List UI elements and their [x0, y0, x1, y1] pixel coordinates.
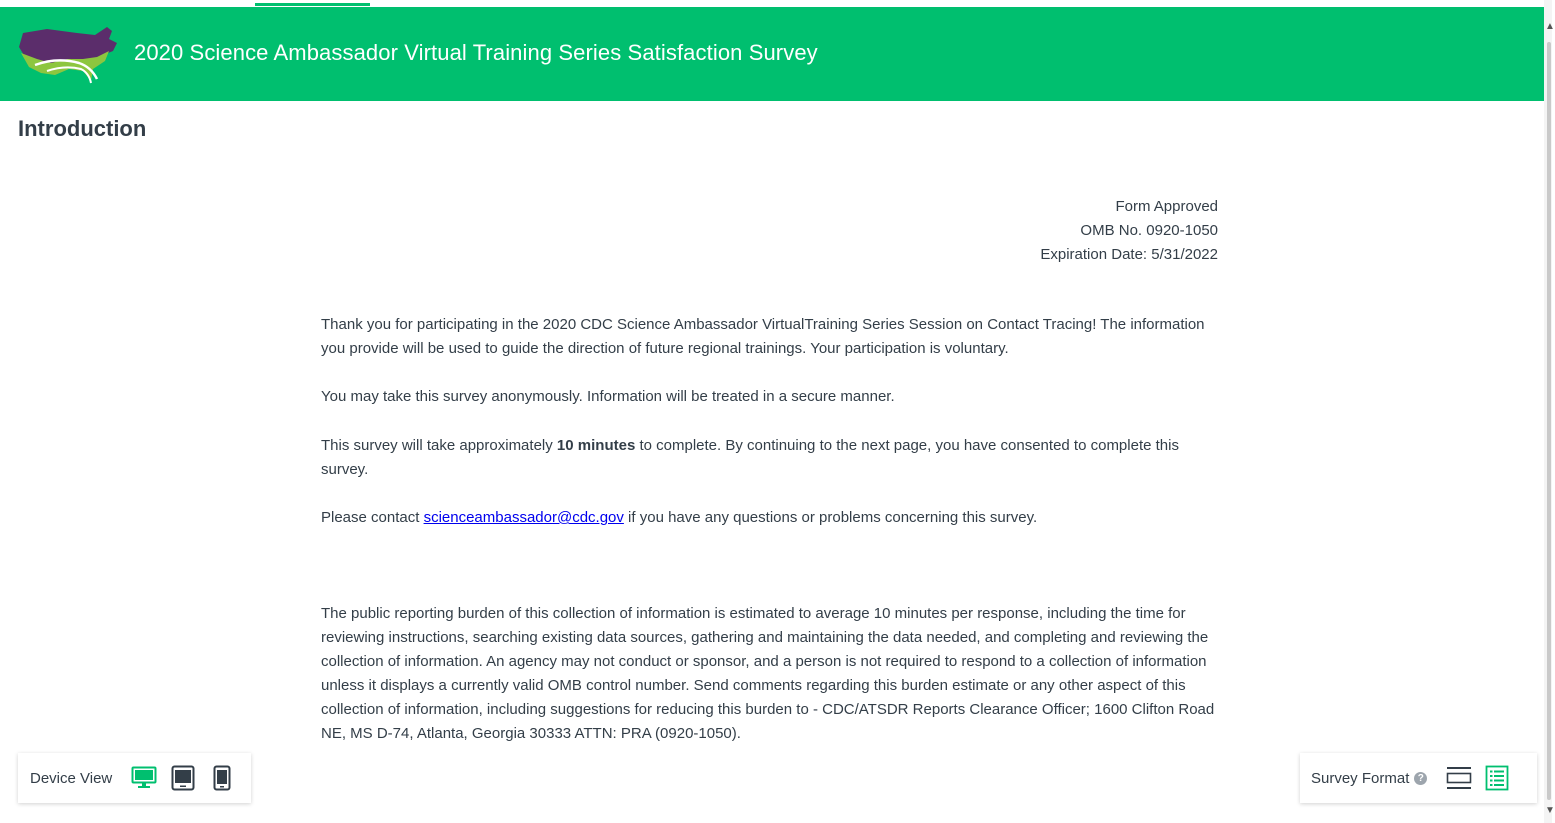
mobile-icon[interactable] — [208, 764, 236, 792]
duration-text-after: to complete. By continuing to the next page, you have consented to complete this survey. — [321, 437, 1179, 478]
one-question-at-a-time-icon[interactable] — [1446, 765, 1472, 791]
help-icon[interactable]: ? — [1414, 772, 1427, 785]
contact-text-after: if you have any questions or problems concerning this survey. — [623, 509, 1038, 526]
burden-statement-paragraph: The public reporting burden of this collection of information is estimated to average 10 minutes per response, including the time for reviewing instructions, searching existing data sources, gathering and maintaining the data needed, and completing and reviewing the collection of information. An agency may not conduct or sponsor, and a person is not required to respond to a collection of information unless it displays a currently valid OMB control number. Send comments regarding this burden estimate or any other aspect of this collection of information, including suggestions for reducing this burden to - CDC/ATSDR Reports Clearance Officer; 1600 Clifton Road NE, MS D-74, Atlanta, Georgia 30333 ATTN: PRA (0920-1050). — [321, 605, 1215, 742]
top-strip — [0, 0, 1544, 7]
survey-header — [0, 7, 1544, 101]
active-tab-indicator — [255, 3, 370, 6]
survey-title: 2020 Science Ambassador Virtual Training Series Satisfaction Survey — [134, 40, 818, 65]
survey-format-panel — [1300, 753, 1537, 803]
intro-paragraph-duration — [321, 434, 1221, 482]
expiration-date-text: Expiration Date: 5/31/2022 — [1040, 246, 1218, 263]
survey-format-label: Survey Format — [1311, 769, 1410, 787]
form-approved-text: Form Approved — [1115, 198, 1218, 215]
intro-paragraph-anonymous: You may take this survey anonymously. Information will be treated in a secure manner. — [321, 388, 895, 405]
duration-text-before: This survey will take approximately — [321, 437, 557, 454]
usa-map-logo-icon — [17, 23, 119, 87]
omb-number-text: OMB No. 0920-1050 — [1080, 222, 1218, 239]
scrollbar-thumb[interactable] — [1547, 42, 1551, 800]
intro-paragraph-thanks: Thank you for participating in the 2020 CDC Science Ambassador VirtualTraining Series Session on Contact Tracing! The information you provide will be used to guide the direction of future regional trainings. Your participation is voluntary. — [321, 316, 1205, 357]
tablet-icon[interactable] — [169, 764, 197, 792]
contact-email-link[interactable]: scienceambassador@cdc.gov — [423, 509, 624, 526]
device-view-label: Device View — [30, 769, 113, 787]
scroll-down-arrow-icon[interactable]: ▼ — [1545, 805, 1555, 816]
desktop-icon[interactable] — [130, 764, 158, 792]
intro-paragraph-contact — [321, 506, 1221, 530]
duration-bold: 10 minutes — [556, 437, 636, 454]
form-approval-block — [321, 195, 1218, 267]
contact-text-before: Please contact — [321, 509, 424, 526]
page-title: Introduction — [18, 116, 147, 141]
classic-format-icon[interactable] — [1484, 765, 1510, 791]
scroll-up-arrow-icon[interactable]: ▲ — [1545, 21, 1555, 32]
device-view-panel — [18, 753, 251, 803]
